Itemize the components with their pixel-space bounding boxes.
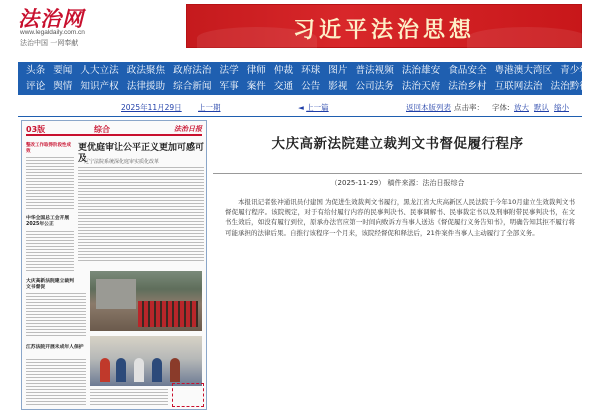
site-url: www.legaldaily.com.cn — [20, 29, 85, 36]
newspaper-page-thumbnail[interactable] — [21, 120, 207, 410]
nav-item-row2-0[interactable]: 评论 — [26, 81, 46, 92]
paper-text-block — [26, 359, 86, 407]
nav-item-row1-14[interactable]: 青少年与法 — [560, 65, 609, 76]
nav-item-row1-8[interactable]: 环球 — [301, 65, 321, 76]
nav-item-row1-2[interactable]: 人大立法 — [80, 65, 119, 76]
logo-text: 法治网 — [18, 6, 84, 31]
prev-article-link[interactable]: 上一篇 — [306, 103, 329, 112]
nav-item-row1-9[interactable]: 图片 — [328, 65, 348, 76]
nav-item-row1-10[interactable]: 普法视频 — [355, 65, 394, 76]
nav-item-row1-13[interactable]: 粤港澳大湾区 — [494, 65, 553, 76]
nav-item-row1-12[interactable]: 食品安全 — [448, 65, 487, 76]
prev-issue-link[interactable]: 上一期 — [198, 103, 221, 112]
nav-item-row2-3[interactable]: 法律援助 — [126, 81, 166, 92]
nav-item-row2-14[interactable]: 法治黔行 — [550, 81, 589, 92]
paper-masthead: 法治日报 — [174, 125, 202, 133]
photo-people — [138, 301, 198, 327]
nav-item-row2-11[interactable]: 法治天府 — [401, 81, 441, 92]
photo-person — [152, 358, 162, 382]
paper-text-block — [26, 231, 74, 271]
photo-person — [116, 358, 126, 382]
nav-item-row1-1[interactable]: 要闻 — [53, 65, 73, 76]
article-panel — [213, 120, 582, 410]
nav-item-row2-4[interactable]: 综合新闻 — [173, 81, 212, 92]
nav-item-row1-6[interactable]: 律师 — [246, 65, 266, 76]
paper-article-heading[interactable]: 大庆高新法院建立裁判文书督促 — [26, 279, 74, 290]
nav-item-row2-13[interactable]: 互联网法治 — [494, 81, 543, 92]
photo-person — [134, 358, 144, 382]
current-date-link[interactable]: 2025年11月29日 — [121, 103, 182, 112]
font-large-button[interactable]: 放大 — [514, 103, 529, 112]
nav-item-row1-3[interactable]: 政法聚焦 — [126, 65, 166, 76]
return-toc-link[interactable]: 返回本版列表 — [406, 103, 451, 112]
article-meta: （2025-11-29） 稿件来源：法治日报综合 — [330, 179, 465, 187]
nav-item-row2-1[interactable]: 舆情 — [53, 81, 73, 92]
site-slogan: 法治中国 一网奉献 — [20, 39, 79, 47]
toolbar-divider — [18, 116, 582, 117]
nav-item-row2-12[interactable]: 法治乡村 — [448, 81, 487, 92]
article-divider — [213, 173, 582, 174]
paper-headline[interactable]: 更优庭审让公平正义更加可感可及 — [78, 143, 205, 164]
nav-row-2 — [22, 79, 593, 95]
paper-text-block — [78, 167, 204, 263]
paper-article-heading[interactable]: 中华全国总工会开展2025年公正 — [26, 216, 70, 227]
paper-page-number: 03版 — [26, 125, 46, 134]
paper-photo[interactable] — [90, 336, 202, 386]
font-size-label: 字体: — [492, 103, 510, 112]
main-nav — [18, 62, 609, 95]
arrow-left-icon: ◄ — [298, 103, 307, 112]
nav-item-row1-0[interactable]: 头条 — [26, 65, 46, 76]
banner-title: 习近平法治思想 — [292, 17, 475, 43]
paper-text-block — [26, 157, 74, 209]
paper-article-heading[interactable]: 整改工作取得阶段性成效 — [26, 143, 71, 154]
nav-item-row2-5[interactable]: 军事 — [219, 81, 239, 92]
current-article-highlight[interactable] — [172, 383, 204, 407]
nav-item-row2-2[interactable]: 知识产权 — [80, 81, 119, 92]
photo-wall — [96, 279, 136, 309]
nav-item-row2-9[interactable]: 影视 — [328, 81, 348, 92]
nav-item-row1-5[interactable]: 法学 — [219, 65, 239, 76]
paper-text-block — [90, 389, 168, 407]
photo-person — [170, 358, 180, 382]
paper-text-block — [26, 293, 86, 337]
article-body: 本报讯记者张冲通讯员付建国 为促进生效裁判文书履行，黑龙江省大庆高新区人民法院于今年10月建立生效裁判文书督促履行程序。该院规定，对于有给付履行内容的民事判决书、民事调解书、民事裁定书以及刑事附带民事判决书，在文书生效后，如没有履行到位，原承办法官应第一时间向败诉方当事人送达《督促履行义务告知书》，明确告知其拒不履行将可能承担的法律后果。自推行该程序一个月来，该院经督促和释法后，21件案件当事人主动履行了全部义务。 — [225, 198, 575, 237]
paper-header — [26, 124, 202, 136]
site-header — [0, 0, 600, 60]
paper-photo[interactable] — [90, 271, 202, 331]
nav-item-row2-6[interactable]: 案件 — [246, 81, 266, 92]
nav-row-1 — [22, 63, 612, 79]
epaper-toolbar — [18, 101, 582, 115]
nav-item-row1-7[interactable]: 仲裁 — [273, 65, 294, 76]
font-small-button[interactable]: 缩小 — [554, 103, 569, 112]
paper-subheadline: 辽宁法院系统深化庭审实质化改革 — [84, 159, 160, 165]
hit-counter-label: 点击率： — [454, 103, 484, 112]
nav-item-row2-10[interactable]: 公司法务 — [355, 81, 394, 92]
nav-item-row2-8[interactable]: 公告 — [301, 81, 321, 92]
paper-section-name: 综合 — [94, 125, 110, 134]
article-title: 大庆高新法院建立裁判文书督促履行程序 — [271, 136, 524, 152]
font-default-button[interactable]: 默认 — [534, 103, 549, 112]
nav-item-row2-7[interactable]: 交通 — [273, 81, 294, 92]
nav-item-row1-11[interactable]: 法治雄安 — [401, 65, 441, 76]
paper-article-heading[interactable]: 江苏法院开展未成年人保护 — [26, 345, 84, 350]
nav-item-row1-4[interactable]: 政府法治 — [173, 65, 212, 76]
photo-person — [100, 358, 110, 382]
header-banner[interactable] — [186, 4, 582, 48]
